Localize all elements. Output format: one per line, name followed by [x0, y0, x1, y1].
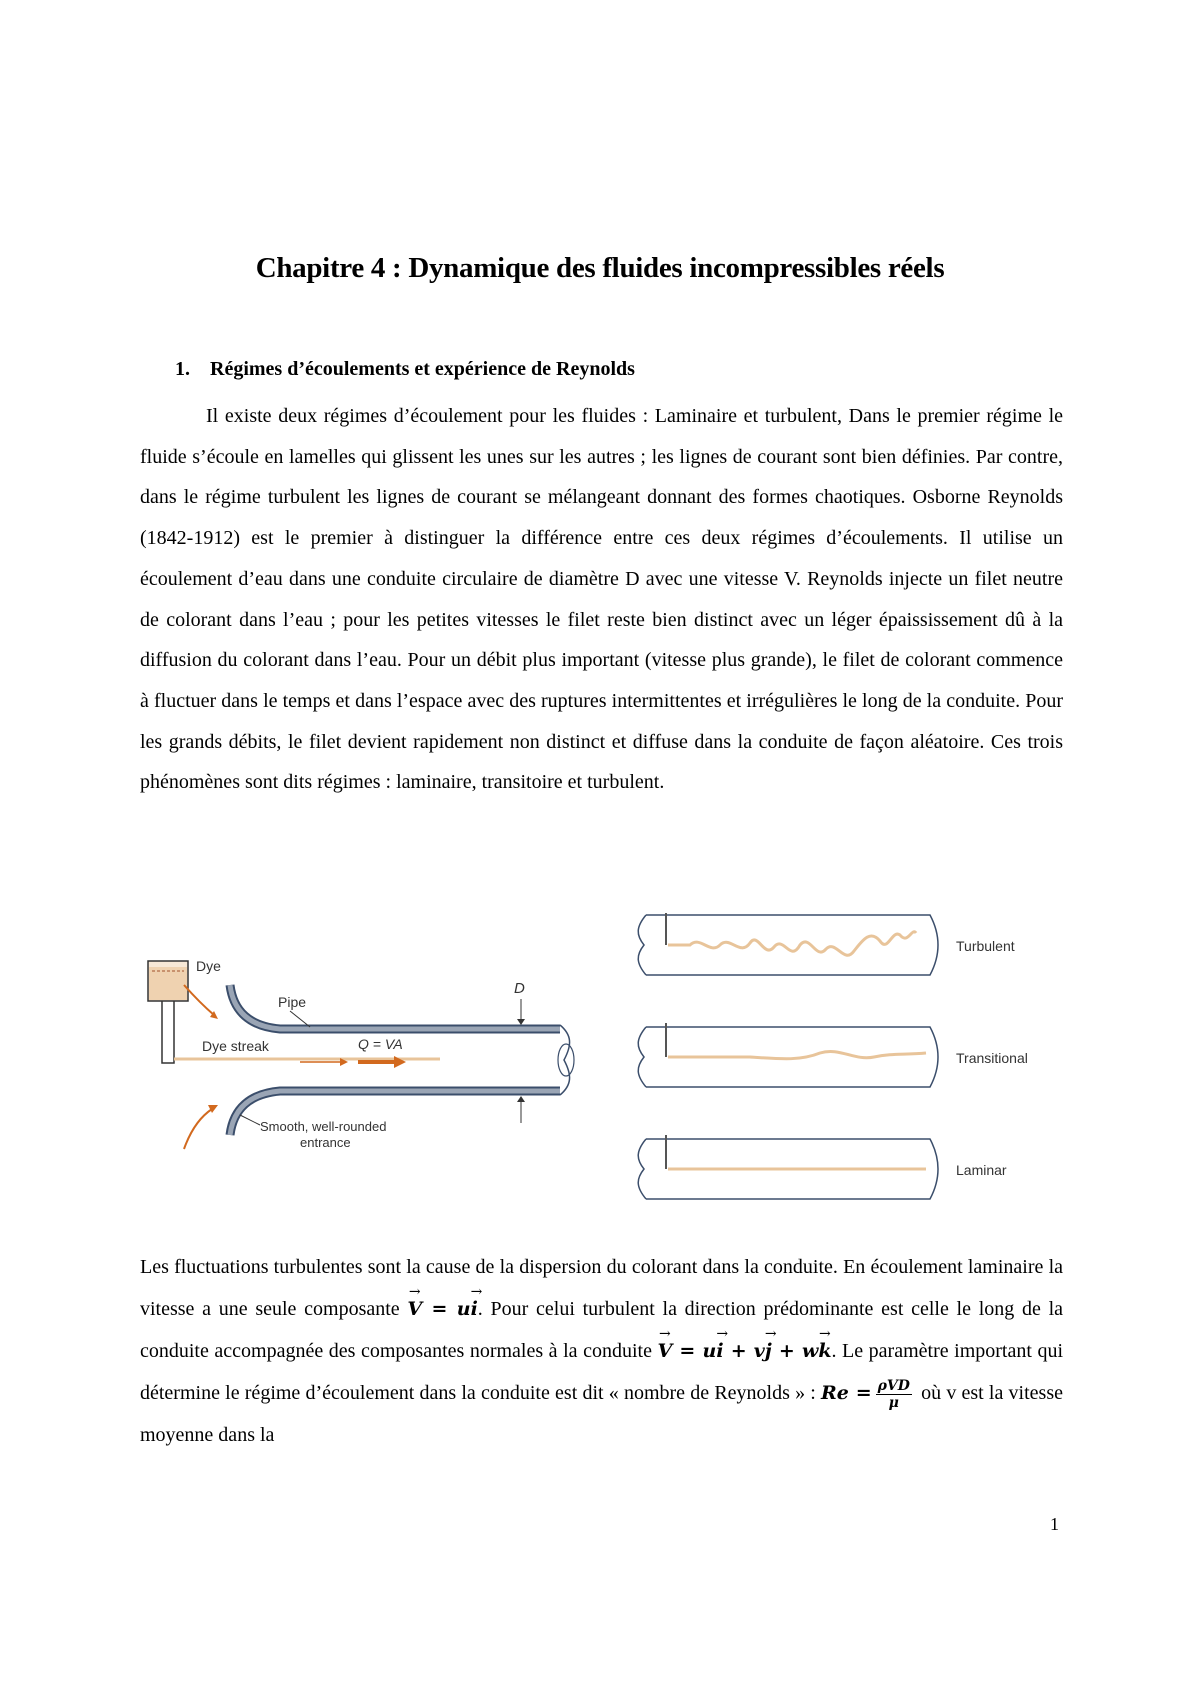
- eq2-plus1: +: [723, 1340, 754, 1362]
- entrance-label-leader: [240, 1115, 260, 1125]
- eq1-u: u: [456, 1298, 471, 1320]
- turbulent-label: Turbulent: [956, 938, 1015, 954]
- section-heading: [175, 358, 635, 381]
- eq2-equals: =: [672, 1340, 703, 1362]
- re-fraction: [876, 1378, 912, 1411]
- transitional-dye-path: [668, 1051, 926, 1058]
- turbulent-pipe-end: [638, 915, 646, 975]
- pipe-end-cut: [560, 1025, 570, 1095]
- eq2-w: w: [801, 1340, 819, 1362]
- inflow-arrow-bottom: [184, 1109, 212, 1149]
- eq2-u: u: [702, 1340, 717, 1362]
- reynolds-apparatus-diagram: [140, 945, 580, 1185]
- eq1-equals: =: [422, 1298, 457, 1320]
- dye-liquid: [149, 967, 187, 1000]
- entrance-label-line2: entrance: [300, 1135, 351, 1150]
- turbulent-velocity-equation: [658, 1340, 832, 1362]
- re-denominator: μ: [888, 1394, 899, 1411]
- dye-tube: [162, 1001, 174, 1063]
- laminar-pipe: [638, 1135, 1007, 1199]
- diameter-top-arrowhead: [517, 1019, 525, 1025]
- flow-regimes-diagram: [630, 905, 1070, 1235]
- laminar-label: Laminar: [956, 1162, 1007, 1178]
- eq2-vector-k: → k: [818, 1330, 831, 1372]
- transitional-pipe: [638, 1023, 1028, 1087]
- flow-rate-label: Q = VA: [358, 1036, 403, 1052]
- eq1-vector-v: → V: [407, 1288, 422, 1330]
- eq2-vector-j: → j: [765, 1330, 772, 1372]
- reynolds-number-paragraph: [140, 1246, 1063, 1456]
- pipe-label: Pipe: [278, 994, 307, 1010]
- eq2-v: v: [753, 1340, 765, 1362]
- transitional-label: Transitional: [956, 1050, 1028, 1066]
- paragraph2-seg2: . Pour celui turbulent la direction prédominante est celle le long de la conduite accompagnée des composantes normales à la conduite: [140, 1298, 1063, 1362]
- transitional-pipe-end: [638, 1027, 646, 1087]
- intro-paragraph-text: Il existe deux régimes d’écoulement pour les fluides : Laminaire et turbulent, Dans le premier régime le fluide s’écoule en lamelles qui glissent les unes sur les autres ; les lignes de courant sont bien définies. Par contre, dans le régime turbulent les lignes de courant se mélangeant donnant des formes chaotiques. Osborne Reynolds (1842-1912) est le premier à distinguer la différence entre ces deux régimes d’écoulements. Il utilise un écoulement d’eau dans une conduite circulaire de diamètre D avec une vitesse V. Reynolds injecte un filet neutre de colorant dans l’eau ; pour les petites vitesses le filet reste bien distinct avec un léger épaississement dû à la diffusion du colorant dans l’eau. Pour un débit plus important (vitesse plus grande), le filet de colorant commence à fluctuer dans le temps et dans l’espace avec des ruptures intermittentes et irrégulières le long de la conduite. Pour les grands débits, le filet devient rapidement non distinct et diffuse dans la conduite de façon aléatoire. Ces trois phénomènes sont dits régimes : laminaire, transitoire et turbulent.: [140, 405, 1063, 794]
- pipe-end-ellipse: [558, 1044, 574, 1076]
- diameter-bottom-arrowhead: [517, 1096, 525, 1102]
- section-title: Régimes d’écoulements et expérience de Reynolds: [210, 358, 635, 380]
- reynolds-apparatus-figure: [140, 945, 580, 1185]
- chapter-title: Chapitre 4 : Dynamique des fluides incompressibles réels: [255, 252, 945, 284]
- eq1-vector-i: → i: [471, 1288, 478, 1330]
- intro-paragraph: [140, 396, 1063, 803]
- re-numerator: ρVD: [877, 1377, 910, 1394]
- paragraph2-seg1: Les fluctuations turbulentes sont la cause de la dispersion du colorant dans la conduite. En écoulement laminaire la vitesse a une seule composante: [140, 1256, 1063, 1320]
- flow-regimes-figure: [630, 905, 1070, 1235]
- turbulent-dye-path: [668, 932, 916, 955]
- dye-streak-label: Dye streak: [202, 1038, 269, 1054]
- diameter-label: D: [514, 980, 525, 997]
- laminar-velocity-equation: [407, 1298, 477, 1320]
- eq2-vector-v: → V: [658, 1330, 673, 1372]
- paragraph2-seg4: où v est la vitesse moyenne dans la: [140, 1382, 1063, 1446]
- eq2-vector-i: → i: [716, 1330, 723, 1372]
- dye-label: Dye: [196, 958, 221, 974]
- paragraph2-seg3: . Le paramètre important qui détermine le régime d’écoulement dans la conduite est dit « nombre de Reynolds » :: [140, 1340, 1064, 1404]
- page-number: 1: [1050, 1514, 1059, 1534]
- reynolds-number-equation: [821, 1377, 916, 1411]
- section-number: 1.: [175, 358, 190, 380]
- eq2-plus2: +: [771, 1340, 802, 1362]
- turbulent-pipe: [638, 913, 1015, 975]
- laminar-pipe-end: [638, 1139, 646, 1199]
- re-lhs: Re =: [821, 1382, 872, 1404]
- entrance-label-line1: Smooth, well-rounded: [260, 1119, 387, 1134]
